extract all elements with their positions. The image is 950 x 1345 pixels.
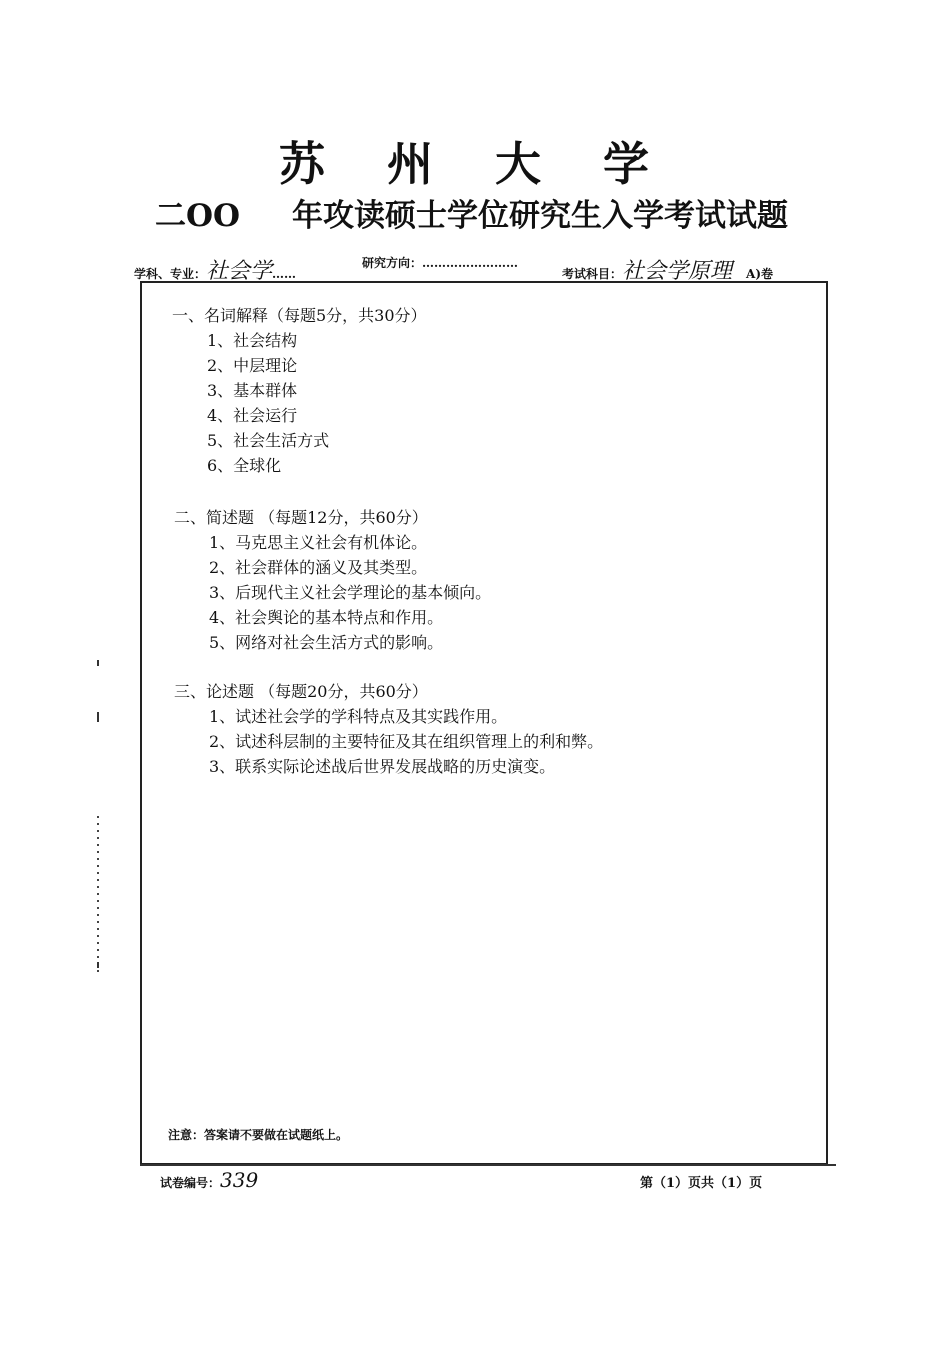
exam-title: 年攻读硕士学位研究生入学考试试题 <box>292 198 788 234</box>
question: 2、社会群体的涵义及其类型。 <box>209 558 428 577</box>
direction-field <box>362 254 518 271</box>
paper-code-value: 339 <box>220 1168 259 1192</box>
exam-year-prefix: 二OO <box>155 198 241 234</box>
answer-note: 注意：答案请不要做在试题纸上。 <box>168 1128 349 1142</box>
question: 3、基本群体 <box>207 381 298 400</box>
subject-value: 社会学 <box>206 259 273 284</box>
section-2 <box>174 505 491 655</box>
question: 6、全球化 <box>207 456 282 475</box>
course-value: 社会学原理 <box>622 259 733 284</box>
subject-dots: …… <box>272 267 297 281</box>
question: 2、中层理论 <box>207 356 298 375</box>
university-name: 苏州大学 <box>279 137 711 191</box>
paper-suffix: A)卷 <box>746 267 774 281</box>
question: 5、网络对社会生活方式的影响。 <box>209 633 444 652</box>
section-title: 二、简述题 （每题12分，共60分） <box>174 508 428 527</box>
box-bottom-rule <box>140 1164 836 1166</box>
question: 3、联系实际论述战后世界发展战略的历史演变。 <box>209 757 556 776</box>
question: 1、社会结构 <box>207 331 298 350</box>
section-1 <box>172 303 427 478</box>
direction-dots: …………………… <box>422 256 519 270</box>
course-label: 考试科目： <box>562 267 623 281</box>
direction-label: 研究方向： <box>362 256 423 270</box>
question: 2、试述科层制的主要特征及其在组织管理上的利和弊。 <box>209 732 604 751</box>
subject-label: 学科、专业： <box>134 267 207 281</box>
paper-code <box>160 1168 258 1192</box>
question: 5、社会生活方式 <box>207 431 330 450</box>
section-3 <box>174 679 603 779</box>
question: 4、社会运行 <box>207 406 298 425</box>
question: 1、试述社会学的学科特点及其实践作用。 <box>209 707 508 726</box>
page-indicator: 第（1）页共（1）页 <box>640 1176 763 1191</box>
section-title: 三、论述题 （每题20分，共60分） <box>174 682 428 701</box>
section-title: 一、名词解释（每题5分，共30分） <box>172 306 427 325</box>
question: 3、后现代主义社会学理论的基本倾向。 <box>209 583 492 602</box>
paper-code-label: 试卷编号： <box>160 1176 221 1190</box>
question: 4、社会舆论的基本特点和作用。 <box>209 608 444 627</box>
question: 1、马克思主义社会有机体论。 <box>209 533 428 552</box>
